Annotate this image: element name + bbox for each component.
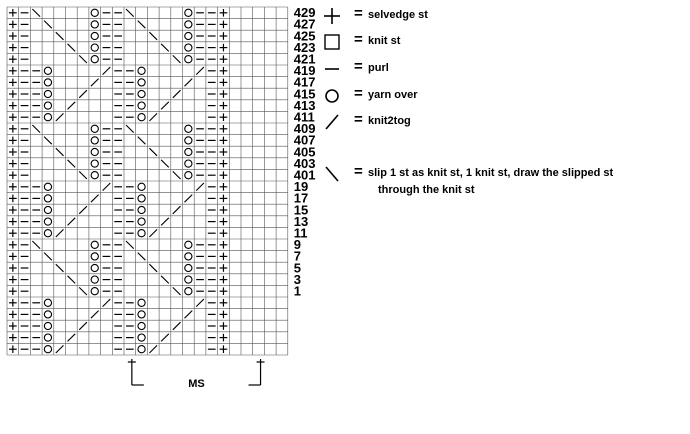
yarn-over-mark	[185, 21, 192, 28]
yarn-over-mark	[44, 114, 51, 121]
row-number-label: 423	[293, 39, 316, 55]
yarn-over-mark	[91, 21, 98, 28]
skp-mark	[126, 241, 134, 249]
k2tog-mark	[185, 311, 193, 319]
yarn-over-mark	[44, 299, 51, 306]
yarn-over-mark	[44, 346, 51, 353]
row-number-label: 411	[293, 109, 315, 125]
skp-mark	[173, 55, 181, 63]
selvedge-st-mark	[220, 264, 228, 272]
selvedge-st-mark	[220, 322, 228, 330]
yarn-over-mark	[185, 160, 192, 167]
row-number-label: 409	[293, 121, 316, 137]
yarn-over-mark	[91, 32, 98, 39]
yarn-over-mark	[91, 44, 98, 51]
k2tog-mark	[196, 67, 204, 75]
selvedge-st-mark	[9, 21, 17, 29]
skp-mark	[68, 160, 76, 168]
selvedge-st-mark	[9, 113, 17, 121]
selvedge-st-mark	[220, 55, 228, 63]
yarn-over-mark	[138, 114, 145, 121]
k2tog-mark	[149, 345, 157, 353]
selvedge-st-mark	[9, 287, 17, 295]
k2tog-mark	[79, 90, 87, 98]
selvedge-st-mark	[9, 32, 17, 40]
yarn-over-mark	[138, 79, 145, 86]
yarn-over-mark	[44, 102, 51, 109]
skp-mark	[56, 148, 64, 156]
yarn-over-mark	[138, 346, 145, 353]
selvedge-st-mark	[220, 206, 228, 214]
selvedge-st-mark	[220, 229, 228, 237]
skp-mark	[32, 241, 40, 249]
yarn-over-mark	[138, 218, 145, 225]
yarn-over-mark	[185, 44, 192, 51]
slash-icon	[320, 110, 344, 134]
yarn-over-mark	[185, 148, 192, 155]
legend-label-selvedge: selvedge st	[368, 9, 428, 21]
selvedge-st-mark	[220, 113, 228, 121]
selvedge-st-mark	[9, 171, 17, 179]
yarn-over-mark	[138, 230, 145, 237]
yarn-over-mark	[91, 160, 98, 167]
k2tog-mark	[161, 334, 169, 342]
selvedge-st-mark	[9, 148, 17, 156]
yarn-over-mark	[91, 172, 98, 179]
k2tog-mark	[91, 195, 99, 203]
yarn-over-mark	[185, 264, 192, 271]
yarn-over-mark	[138, 67, 145, 74]
legend-equals: =	[354, 111, 363, 128]
selvedge-st-mark	[220, 148, 228, 156]
skp-mark	[161, 44, 169, 52]
selvedge-st-mark	[220, 311, 228, 319]
k2tog-mark	[149, 229, 157, 237]
yarn-over-mark	[138, 90, 145, 97]
selvedge-st-mark	[9, 195, 17, 203]
k2tog-mark	[173, 90, 181, 98]
k2tog-mark	[79, 206, 87, 214]
selvedge-st-mark	[9, 311, 17, 319]
selvedge-st-mark	[9, 264, 17, 272]
selvedge-st-mark	[9, 229, 17, 237]
selvedge-st-mark	[9, 299, 17, 307]
yarn-over-mark	[91, 264, 98, 271]
selvedge-st-mark	[9, 206, 17, 214]
yarn-over-mark	[185, 288, 192, 295]
row-number-label: 427	[293, 16, 316, 32]
selvedge-st-mark	[220, 253, 228, 261]
row-number-label: 415	[293, 86, 316, 102]
yarn-over-mark	[185, 9, 192, 16]
row-number-label: 419	[293, 63, 316, 79]
k2tog-mark	[68, 102, 76, 110]
yarn-over-mark	[185, 276, 192, 283]
yarn-over-mark	[44, 230, 51, 237]
legend	[320, 0, 690, 434]
k2tog-mark	[196, 299, 204, 307]
row-number-label: 401	[293, 167, 316, 183]
circle-icon	[320, 84, 344, 108]
skp-mark	[126, 125, 134, 133]
backslash-icon	[320, 162, 344, 186]
selvedge-st-mark	[9, 218, 17, 226]
selvedge-st-mark	[220, 102, 228, 110]
ms-label: MS	[188, 378, 205, 390]
k2tog-mark	[173, 322, 181, 330]
k2tog-mark	[91, 311, 99, 319]
k2tog-mark	[68, 218, 76, 226]
yarn-over-mark	[44, 195, 51, 202]
selvedge-st-mark	[9, 9, 17, 17]
yarn-over-mark	[185, 241, 192, 248]
k2tog-mark	[56, 113, 64, 121]
selvedge-st-mark	[9, 183, 17, 191]
skp-mark	[56, 264, 64, 272]
yarn-over-mark	[44, 311, 51, 318]
selvedge-st-mark	[220, 195, 228, 203]
yarn-over-mark	[185, 253, 192, 260]
selvedge-st-mark	[9, 334, 17, 342]
selvedge-st-mark	[220, 137, 228, 145]
skp-mark	[68, 44, 76, 52]
row-number-label: 425	[293, 28, 316, 44]
yarn-over-mark	[138, 206, 145, 213]
yarn-over-mark	[185, 172, 192, 179]
legend-equals: =	[354, 58, 363, 75]
legend-label-skp: slip 1 st as knit st, 1 knit st, draw the slipped st	[368, 167, 614, 179]
row-number-label: 13	[293, 213, 309, 229]
yarn-over-mark	[44, 79, 51, 86]
selvedge-st-mark	[9, 345, 17, 353]
k2tog-mark	[185, 195, 193, 203]
yarn-over-mark	[44, 334, 51, 341]
row-number-label: 17	[293, 190, 309, 206]
skp-mark	[149, 32, 157, 40]
skp-mark	[173, 287, 181, 295]
row-number-label: 15	[293, 202, 309, 218]
selvedge-st-mark	[220, 183, 228, 191]
yarn-over-mark	[138, 311, 145, 318]
selvedge-st-mark	[220, 345, 228, 353]
selvedge-st-mark	[9, 102, 17, 110]
yarn-over-mark	[91, 56, 98, 63]
row-number-label: 413	[293, 97, 316, 113]
k2tog-mark	[79, 322, 87, 330]
selvedge-st-mark	[220, 90, 228, 98]
selvedge-st-mark	[220, 125, 228, 133]
row-number-label: 7	[293, 248, 302, 264]
k2tog-mark	[196, 183, 204, 191]
legend-equals: =	[354, 5, 363, 22]
selvedge-st-mark	[220, 9, 228, 17]
square-icon	[320, 30, 344, 54]
selvedge-st-mark	[220, 299, 228, 307]
legend-equals: =	[354, 31, 363, 48]
k2tog-mark	[56, 345, 64, 353]
selvedge-st-mark	[220, 32, 228, 40]
selvedge-st-mark	[9, 90, 17, 98]
yarn-over-mark	[91, 125, 98, 132]
skp-mark	[138, 137, 146, 145]
skp-mark	[68, 276, 76, 284]
yarn-over-mark	[91, 288, 98, 295]
skp-mark	[32, 9, 40, 17]
row-number-label: 421	[293, 51, 316, 67]
selvedge-st-mark	[9, 137, 17, 145]
k2tog-mark	[103, 299, 111, 307]
row-number-label: 407	[293, 132, 316, 148]
k2tog-mark	[56, 229, 64, 237]
yarn-over-mark	[138, 102, 145, 109]
row-number-label: 429	[293, 5, 316, 21]
k2tog-mark	[161, 102, 169, 110]
selvedge-st-mark	[220, 241, 228, 249]
row-number-label: 3	[293, 271, 302, 287]
selvedge-st-mark	[220, 334, 228, 342]
k2tog-mark	[149, 113, 157, 121]
legend-label-k2tog: knit2tog	[368, 115, 411, 127]
row-number-label: 19	[293, 179, 309, 195]
skp-mark	[44, 137, 52, 145]
skp-mark	[173, 171, 181, 179]
k2tog-mark	[103, 183, 111, 191]
selvedge-st-mark	[220, 79, 228, 87]
yarn-over-mark	[138, 299, 145, 306]
selvedge-st-mark	[9, 276, 17, 284]
selvedge-st-mark	[220, 287, 228, 295]
k2tog-mark	[91, 79, 99, 87]
selvedge-st-mark	[9, 253, 17, 261]
selvedge-st-mark	[9, 125, 17, 133]
selvedge-st-mark	[9, 44, 17, 52]
skp-mark	[161, 276, 169, 284]
yarn-over-mark	[91, 241, 98, 248]
yarn-over-mark	[44, 322, 51, 329]
yarn-over-mark	[185, 125, 192, 132]
skp-mark	[56, 32, 64, 40]
row-number-label: 1	[293, 283, 302, 299]
yarn-over-mark	[44, 90, 51, 97]
yarn-over-mark	[44, 67, 51, 74]
selvedge-st-mark	[9, 322, 17, 330]
legend-label-knit: knit st	[368, 35, 401, 47]
skp-mark	[44, 253, 52, 261]
yarn-over-mark	[91, 253, 98, 260]
selvedge-st-mark	[9, 160, 17, 168]
yarn-over-mark	[44, 206, 51, 213]
skp-mark	[138, 253, 146, 261]
selvedge-st-mark	[220, 171, 228, 179]
selvedge-st-mark	[9, 79, 17, 87]
row-number-label: 11	[293, 225, 308, 241]
k2tog-mark	[185, 79, 193, 87]
row-number-label: 403	[293, 155, 316, 171]
legend-equals: =	[354, 163, 363, 180]
skp-mark	[138, 21, 146, 29]
yarn-over-mark	[185, 137, 192, 144]
yarn-over-mark	[138, 322, 145, 329]
selvedge-st-mark	[9, 55, 17, 63]
skp-mark	[149, 264, 157, 272]
selvedge-st-mark	[220, 160, 228, 168]
dash-icon	[320, 57, 344, 81]
yarn-over-mark	[185, 56, 192, 63]
selvedge-st-mark	[9, 67, 17, 75]
yarn-over-mark	[44, 183, 51, 190]
legend-label-purl: purl	[368, 62, 389, 74]
legend-label-yarn-over: yarn over	[368, 89, 418, 101]
yarn-over-mark	[91, 9, 98, 16]
selvedge-st-mark	[220, 21, 228, 29]
row-number-label: 405	[293, 144, 316, 160]
row-number-label: 9	[293, 237, 302, 253]
yarn-over-mark	[44, 218, 51, 225]
skp-mark	[126, 9, 134, 17]
selvedge-st-mark	[9, 241, 17, 249]
selvedge-st-mark	[220, 276, 228, 284]
skp-mark	[79, 171, 87, 179]
legend-equals: =	[354, 85, 363, 102]
row-number-label: 417	[293, 74, 316, 90]
selvedge-st-mark	[220, 67, 228, 75]
skp-mark	[44, 21, 52, 29]
yarn-over-mark	[91, 276, 98, 283]
k2tog-mark	[173, 206, 181, 214]
plus-icon	[320, 4, 344, 28]
yarn-over-mark	[185, 32, 192, 39]
skp-mark	[32, 125, 40, 133]
selvedge-st-mark	[220, 44, 228, 52]
skp-mark	[79, 55, 87, 63]
legend-label-skp-line2: through the knit st	[378, 184, 475, 196]
k2tog-mark	[161, 218, 169, 226]
k2tog-mark	[103, 67, 111, 75]
k2tog-mark	[68, 334, 76, 342]
row-number-label: 5	[293, 260, 302, 276]
skp-mark	[149, 148, 157, 156]
skp-mark	[161, 160, 169, 168]
knitting-chart	[0, 0, 320, 434]
skp-mark	[79, 287, 87, 295]
yarn-over-mark	[138, 183, 145, 190]
yarn-over-mark	[138, 195, 145, 202]
selvedge-st-mark	[220, 218, 228, 226]
yarn-over-mark	[91, 148, 98, 155]
yarn-over-mark	[138, 334, 145, 341]
yarn-over-mark	[91, 137, 98, 144]
